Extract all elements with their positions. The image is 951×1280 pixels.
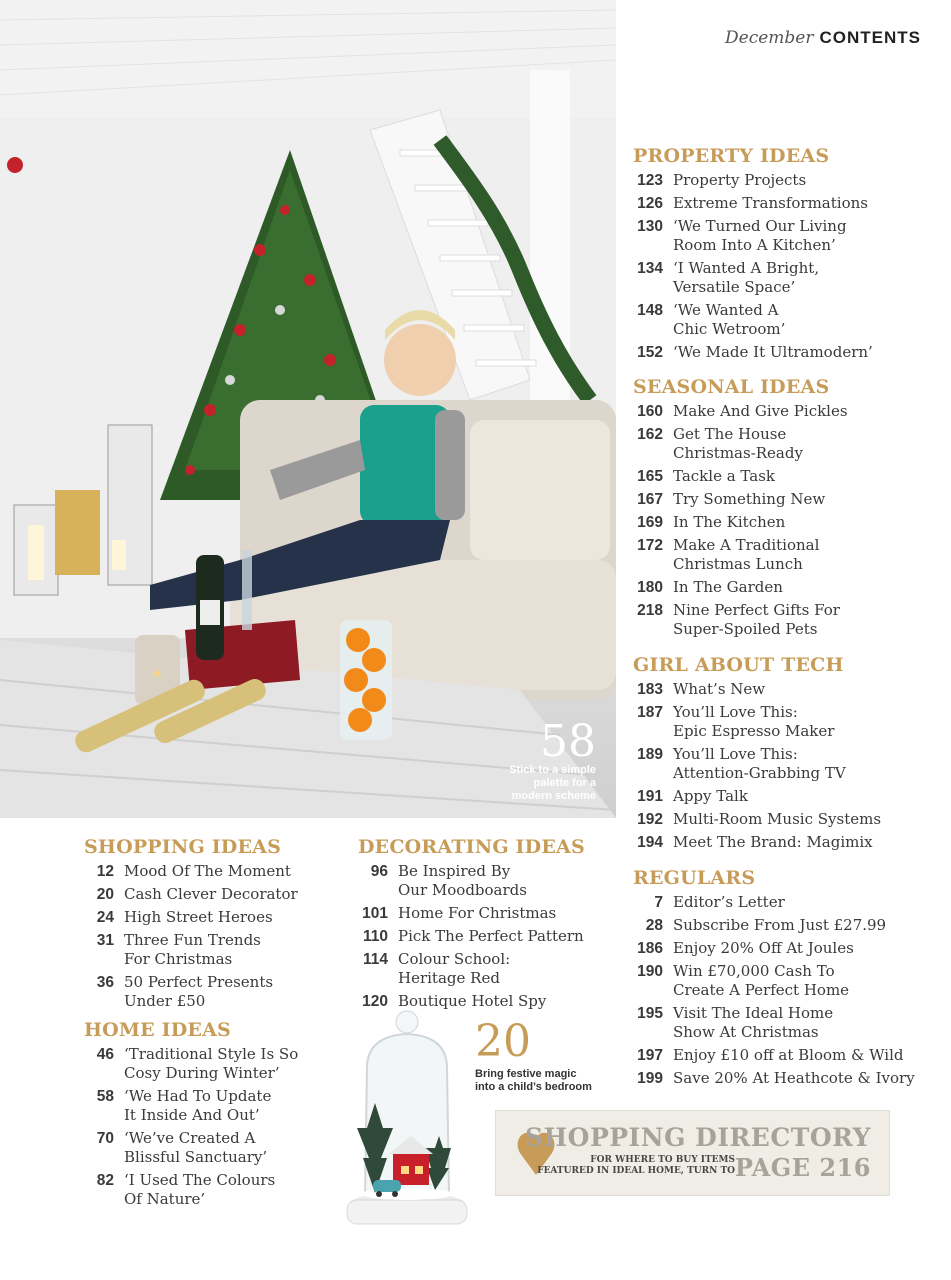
- toc-entry: [633, 745, 933, 783]
- toc-list: [633, 402, 933, 639]
- page-number: 114: [362, 951, 388, 968]
- photo-caption: [509, 716, 596, 803]
- page-number: 192: [637, 811, 663, 828]
- page-number: 162: [637, 426, 663, 443]
- directory-subtitle: FOR WHERE TO BUY ITEMS FEATURED IN IDEAL HOME, TURN TO: [537, 1155, 735, 1176]
- page-number: 101: [362, 905, 388, 922]
- toc-entry: [633, 194, 933, 213]
- toc-entry: [633, 1046, 933, 1065]
- entry-title: Win £70,000 Cash To Create A Perfect Home: [673, 962, 850, 999]
- entry-title: Get The House Christmas-Ready: [673, 425, 803, 462]
- toc-list: [633, 171, 933, 362]
- entry-title: Colour School: Heritage Red: [398, 950, 511, 987]
- page-number: 24: [96, 909, 114, 926]
- toc-entry: [633, 1069, 933, 1088]
- toc-list: [633, 893, 933, 1088]
- toc-list: [84, 862, 334, 1011]
- entry-title: Subscribe From Just £27.99: [673, 916, 887, 934]
- page-number: 194: [637, 834, 663, 851]
- toc-entry: [633, 1004, 933, 1042]
- toc-entry: [633, 467, 933, 486]
- page-number: 96: [370, 863, 388, 880]
- entry-title: Save 20% At Heathcote & Ivory: [673, 1069, 915, 1087]
- page-number: 165: [637, 468, 663, 485]
- entry-title: Editor’s Letter: [673, 893, 785, 911]
- toc-entry: [358, 927, 598, 946]
- section-heading: SEASONAL IDEAS: [633, 376, 830, 398]
- living-room-illustration: [0, 0, 616, 818]
- toc-entry: [633, 680, 933, 699]
- page-number: 180: [637, 579, 663, 596]
- page-number: 189: [637, 746, 663, 763]
- bell-jar-image: [335, 1008, 475, 1240]
- page-number: 126: [637, 195, 663, 212]
- shopping-directory-box: [495, 1110, 890, 1196]
- toc-entry: [358, 950, 598, 988]
- entry-title: ‘Traditional Style Is So Cosy During Winter’: [124, 1045, 299, 1082]
- hero-photo: [0, 0, 616, 818]
- toc-entry: [633, 536, 933, 574]
- contents-label: CONTENTS: [819, 28, 921, 47]
- toc-list: [633, 680, 933, 852]
- page-number: 218: [637, 602, 663, 619]
- entry-title: Property Projects: [673, 171, 807, 189]
- toc-entry: [84, 862, 334, 881]
- issue-month: December: [725, 28, 814, 48]
- page-number: 31: [96, 932, 114, 949]
- entry-title: Enjoy £10 off at Bloom & Wild: [673, 1046, 904, 1064]
- page-number: 195: [637, 1005, 663, 1022]
- entry-title: Three Fun Trends For Christmas: [124, 931, 261, 968]
- page-header: [725, 28, 921, 48]
- entry-title: ‘I Used The Colours Of Nature’: [124, 1171, 276, 1208]
- entry-title: High Street Heroes: [124, 908, 273, 926]
- toc-list: [358, 862, 598, 1011]
- toc-entry: [358, 862, 598, 900]
- page-number: 197: [637, 1047, 663, 1064]
- entry-title: Cash Clever Decorator: [124, 885, 298, 903]
- page-number: 172: [637, 537, 663, 554]
- page-number: 160: [637, 403, 663, 420]
- page-number: 20: [96, 886, 114, 903]
- page-number: 58: [96, 1088, 114, 1105]
- entry-title: What’s New: [673, 680, 766, 698]
- directory-page: PAGE 216: [734, 1153, 871, 1182]
- entry-title: Mood Of The Moment: [124, 862, 291, 880]
- toc-entry: [84, 908, 334, 927]
- entry-title: Extreme Transformations: [673, 194, 868, 212]
- section-decorating-ideas: [358, 836, 598, 1015]
- toc-list: [84, 1045, 334, 1209]
- page-number: 123: [637, 172, 663, 189]
- page-number: 148: [637, 302, 663, 319]
- section-heading: PROPERTY IDEAS: [633, 145, 830, 167]
- toc-entry: [633, 301, 933, 339]
- page-number: 7: [654, 894, 663, 911]
- page-number: 110: [362, 928, 388, 945]
- photo-caption-text: Stick to a simple palette for a modern scheme: [509, 764, 596, 802]
- toc-entry: [633, 916, 933, 935]
- section-heading: REGULARS: [633, 867, 756, 889]
- entry-title: ‘I Wanted A Bright, Versatile Space’: [673, 259, 820, 296]
- toc-entry: [633, 703, 933, 741]
- page-number: 167: [637, 491, 663, 508]
- section-shopping-ideas: [84, 836, 334, 1015]
- page-number: 190: [637, 963, 663, 980]
- entry-title: ‘We Wanted A Chic Wetroom’: [673, 301, 786, 338]
- entry-title: ‘We’ve Created A Blissful Sanctuary’: [124, 1129, 268, 1166]
- entry-title: Make A Traditional Christmas Lunch: [673, 536, 820, 573]
- toc-entry: [84, 885, 334, 904]
- section-heading: SHOPPING IDEAS: [84, 836, 282, 858]
- section-property-ideas: [633, 145, 933, 366]
- bell-jar-illustration: [335, 1008, 475, 1240]
- toc-entry: [633, 343, 933, 362]
- toc-entry: [633, 601, 933, 639]
- page-number: 46: [96, 1046, 114, 1063]
- section-girl-about-tech: [633, 654, 933, 856]
- entry-title: Appy Talk: [673, 787, 748, 805]
- entry-title: Try Something New: [673, 490, 826, 508]
- bell-jar-caption-text: Bring festive magic into a child’s bedroom: [475, 1068, 592, 1093]
- toc-entry: [633, 962, 933, 1000]
- toc-entry: [84, 973, 334, 1011]
- toc-entry: [633, 893, 933, 912]
- toc-entry: [633, 513, 933, 532]
- section-heading: GIRL ABOUT TECH: [633, 654, 844, 676]
- section-heading: HOME IDEAS: [84, 1019, 231, 1041]
- page-number: 12: [96, 863, 114, 880]
- toc-entry: [84, 931, 334, 969]
- section-seasonal-ideas: [633, 376, 933, 643]
- toc-entry: [633, 171, 933, 190]
- toc-entry: [358, 904, 598, 923]
- directory-title: SHOPPING DIRECTORY: [525, 1123, 871, 1152]
- entry-title: Home For Christmas: [398, 904, 557, 922]
- toc-entry: [633, 425, 933, 463]
- page-number: 186: [637, 940, 663, 957]
- page-number: 199: [637, 1070, 663, 1087]
- entry-title: In The Garden: [673, 578, 783, 596]
- page-number: 169: [637, 514, 663, 531]
- entry-title: Pick The Perfect Pattern: [398, 927, 584, 945]
- toc-entry: [633, 402, 933, 421]
- entry-title: Boutique Hotel Spy: [398, 992, 547, 1010]
- toc-entry: [633, 833, 933, 852]
- page-number: 36: [96, 974, 114, 991]
- entry-title: Meet The Brand: Magimix: [673, 833, 873, 851]
- entry-title: Multi-Room Music Systems: [673, 810, 882, 828]
- toc-entry: [633, 217, 933, 255]
- toc-entry: [84, 1129, 334, 1167]
- entry-title: Tackle a Task: [673, 467, 775, 485]
- section-regulars: [633, 867, 933, 1092]
- toc-entry: [633, 787, 933, 806]
- bell-jar-caption-number: 20: [475, 1016, 531, 1067]
- toc-entry: [633, 490, 933, 509]
- page-number: 134: [637, 260, 663, 277]
- toc-entry: [633, 259, 933, 297]
- section-heading: DECORATING IDEAS: [358, 836, 585, 858]
- entry-title: ‘We Had To Update It Inside And Out’: [124, 1087, 272, 1124]
- entry-title: You’ll Love This: Attention-Grabbing TV: [673, 745, 846, 782]
- page-number: 130: [637, 218, 663, 235]
- bell-jar-caption: [475, 1016, 592, 1094]
- page-number: 120: [362, 993, 388, 1010]
- entry-title: In The Kitchen: [673, 513, 786, 531]
- toc-entry: [633, 810, 933, 829]
- page-number: 28: [645, 917, 663, 934]
- entry-title: 50 Perfect Presents Under £50: [124, 973, 274, 1010]
- entry-title: Be Inspired By Our Moodboards: [398, 862, 527, 899]
- section-home-ideas: [84, 1019, 334, 1213]
- entry-title: ‘We Made It Ultramodern’: [673, 343, 873, 361]
- page-number: 152: [637, 344, 663, 361]
- entry-title: ‘We Turned Our Living Room Into A Kitchen’: [673, 217, 847, 254]
- entry-title: Enjoy 20% Off At Joules: [673, 939, 854, 957]
- page-number: 183: [637, 681, 663, 698]
- page-number: 82: [96, 1172, 114, 1189]
- page-number: 191: [637, 788, 663, 805]
- photo-caption-number: 58: [540, 716, 596, 767]
- toc-entry: [633, 939, 933, 958]
- page-number: 70: [96, 1130, 114, 1147]
- entry-title: You’ll Love This: Epic Espresso Maker: [673, 703, 835, 740]
- toc-entry: [84, 1045, 334, 1083]
- entry-title: Visit The Ideal Home Show At Christmas: [673, 1004, 834, 1041]
- toc-entry: [84, 1087, 334, 1125]
- page-number: 187: [637, 704, 663, 721]
- toc-entry: [84, 1171, 334, 1209]
- toc-entry: [633, 578, 933, 597]
- entry-title: Make And Give Pickles: [673, 402, 848, 420]
- entry-title: Nine Perfect Gifts For Super-Spoiled Pets: [673, 601, 840, 638]
